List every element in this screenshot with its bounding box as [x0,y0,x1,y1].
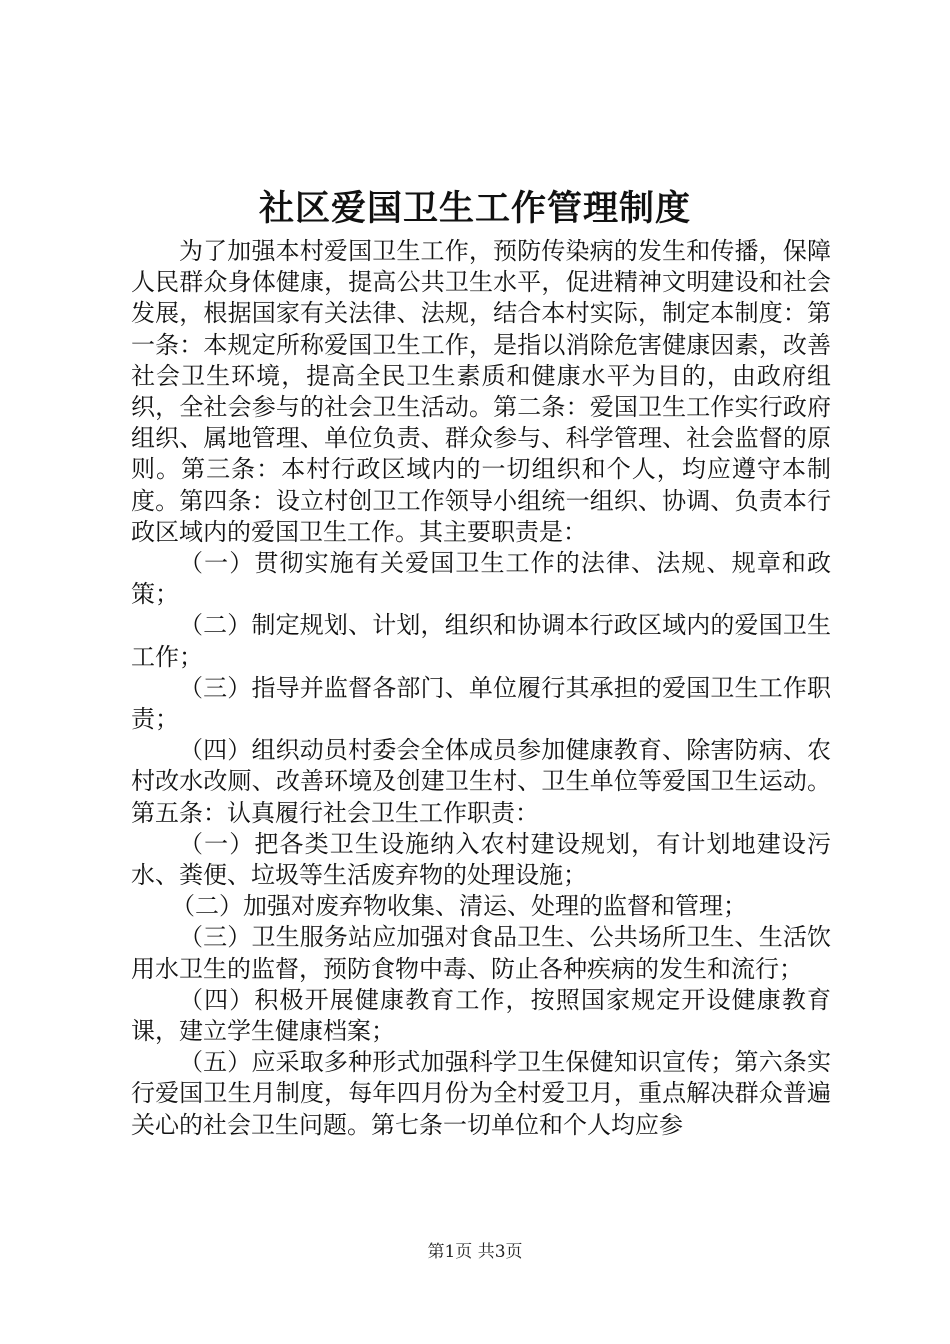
document-body [131,236,831,1141]
paragraph-duty-4: （四）组织动员村委会全体成员参加健康教育、除害防病、农村改水改厕、改善环境及创建卫生村、卫生单位等爱国卫生运动。第五条：认真履行社会卫生工作职责： [131,736,831,827]
document-title: 社区爱国卫生工作管理制度 [258,188,691,229]
paragraph-duty-3: （三）指导并监督各部门、单位履行其承担的爱国卫生工作职责； [131,673,831,734]
paragraph-duty-2: （二）制定规划、计划，组织和协调本行政区域内的爱国卫生工作； [131,611,831,671]
paragraph-article5-5: （五）应采取多种形式加强科学卫生保健知识宣传；第六条实行爱国卫生月制度，每年四月份为全村爱卫月，重点解决群众普遍关心的社会卫生问题。第七条一切单位和个人均应参 [131,1048,831,1139]
paragraph-article5-3: （三）卫生服务站应加强对食品卫生、公共场所卫生、生活饮用水卫生的监督，预防食物中毒、防止各种疾病的发生和流行； [131,923,831,983]
paragraph-article5-2: （二）加强对废弃物收集、清运、处理的监督和管理； [171,892,747,921]
page-number: 第1页 共3页 [427,1242,523,1262]
paragraph-article5-4: （四）积极开展健康教育工作，按照国家规定开设健康教育课，建立学生健康档案； [131,985,831,1046]
paragraph-article5-1: （一）把各类卫生设施纳入农村建设规划，有计划地建设污水、粪便、垃圾等生活废弃物的处理设施； [131,829,831,890]
paragraph-duty-1: （一）贯彻实施有关爱国卫生工作的法律、法规、规章和政策； [131,549,831,609]
paragraph-intro: 为了加强本村爱国卫生工作，预防传染病的发生和传播，保障人民群众身体健康，提高公共卫生水平，促进精神文明建设和社会发展，根据国家有关法律、法规，结合本村实际，制定本制度：第一条：本规定所称爱国卫生工作，是指以消除危害健康因素，改善社会卫生环境，提高全民卫生素质和健康水平为目的，由政府组织，全社会参与的社会卫生活动。第二条：爱国卫生工作实行政府组织、属地管理、单位负责、群众参与、科学管理、社会监督的原则。第三条：本村行政区域内的一切组织和个人，均应遵守本制度。第四条：设立村创卫工作领导小组统一组织、协调、负责本行政区域内的爱国卫生工作。其主要职责是： [131,237,831,546]
